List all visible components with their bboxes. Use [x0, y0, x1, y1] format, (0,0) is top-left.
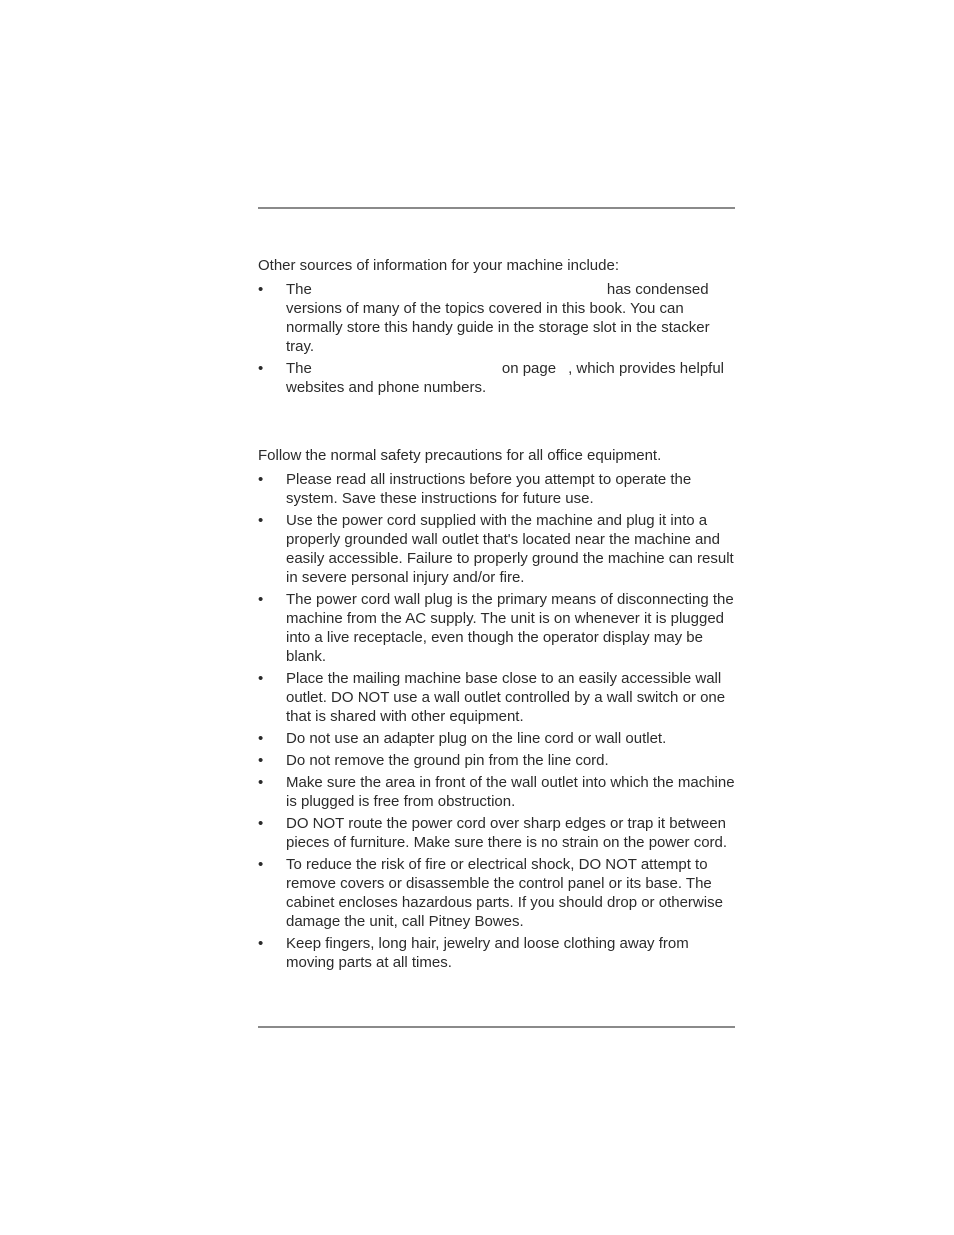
bullet: • — [258, 752, 264, 769]
bullet: • — [258, 512, 264, 529]
list-item — [258, 359, 738, 397]
list-item — [258, 773, 738, 811]
safety-section — [258, 446, 738, 972]
info-intro: Other sources of information for your machine include: — [258, 257, 620, 274]
item-suffix: has condensed — [606, 281, 709, 298]
bullet: • — [258, 591, 264, 608]
item-text: Do not use an adapter plug on the line cord or wall outlet. — [286, 730, 667, 747]
bullet: • — [258, 670, 264, 687]
item-text: DO NOT route the power cord over sharp edges or trap it between pieces of furniture. Make sure there is no strain on the power cord. — [286, 815, 728, 851]
bullet: • — [258, 730, 264, 747]
bullet: • — [258, 815, 264, 832]
item-text: websites and phone numbers. — [286, 379, 487, 396]
bullet: • — [258, 360, 264, 377]
list-item — [258, 934, 738, 972]
info-list — [258, 280, 738, 397]
item-suffix: , which provides helpful — [568, 360, 725, 377]
item-text: versions of many of the topics covered in this book. You can normally store this handy guide in the storage slot in the stacker tray. — [286, 300, 710, 355]
list-item — [258, 751, 738, 770]
list-item — [258, 814, 738, 852]
item-text: Place the mailing machine base close to an easily accessible wall outlet. DO NOT use a wall outlet controlled by a wall switch or one that is shared with other equipment. — [286, 670, 726, 725]
item-prefix: The — [286, 281, 312, 298]
item-text: Do not remove the ground pin from the line cord. — [286, 752, 609, 769]
info-sources-section — [258, 256, 738, 397]
item-text: To reduce the risk of fire or electrical shock, DO NOT attempt to remove covers or disassemble the control panel or its base. The cabinet encloses hazardous parts. If you should drop or otherwise damage the unit, call Pitney Bowes. — [286, 856, 723, 930]
item-text: Keep fingers, long hair, jewelry and loose clothing away from moving parts at all times. — [286, 935, 689, 971]
item-text: Please read all instructions before you attempt to operate the system. Save these instructions for future use. — [286, 471, 692, 507]
item-text: Use the power cord supplied with the machine and plug it into a properly grounded wall outlet that's located near the machine and easily accessible. Failure to properly ground the machine can result in severe personal injury and/or fire. — [286, 512, 734, 586]
safety-list — [258, 470, 738, 972]
item-text: Make sure the area in front of the wall outlet into which the machine is plugged is free from obstruction. — [286, 774, 735, 810]
item-middle: on page — [501, 360, 557, 377]
list-item — [258, 280, 738, 356]
bullet: • — [258, 935, 264, 952]
list-item — [258, 590, 738, 666]
list-item — [258, 669, 738, 726]
bottom-divider — [258, 1026, 735, 1028]
item-prefix: The — [286, 360, 312, 377]
item-text: The power cord wall plug is the primary means of disconnecting the machine from the AC supply. The unit is on whenever it is plugged into a live receptacle, even though the operator display may be blank. — [286, 591, 734, 665]
list-item — [258, 470, 738, 508]
safety-intro: Follow the normal safety precautions for all office equipment. — [258, 447, 662, 464]
list-item — [258, 729, 738, 748]
bullet: • — [258, 856, 264, 873]
top-divider — [258, 207, 735, 209]
bullet: • — [258, 774, 264, 791]
bullet: • — [258, 281, 264, 298]
list-item — [258, 855, 738, 931]
list-item — [258, 511, 738, 587]
bullet: • — [258, 471, 264, 488]
